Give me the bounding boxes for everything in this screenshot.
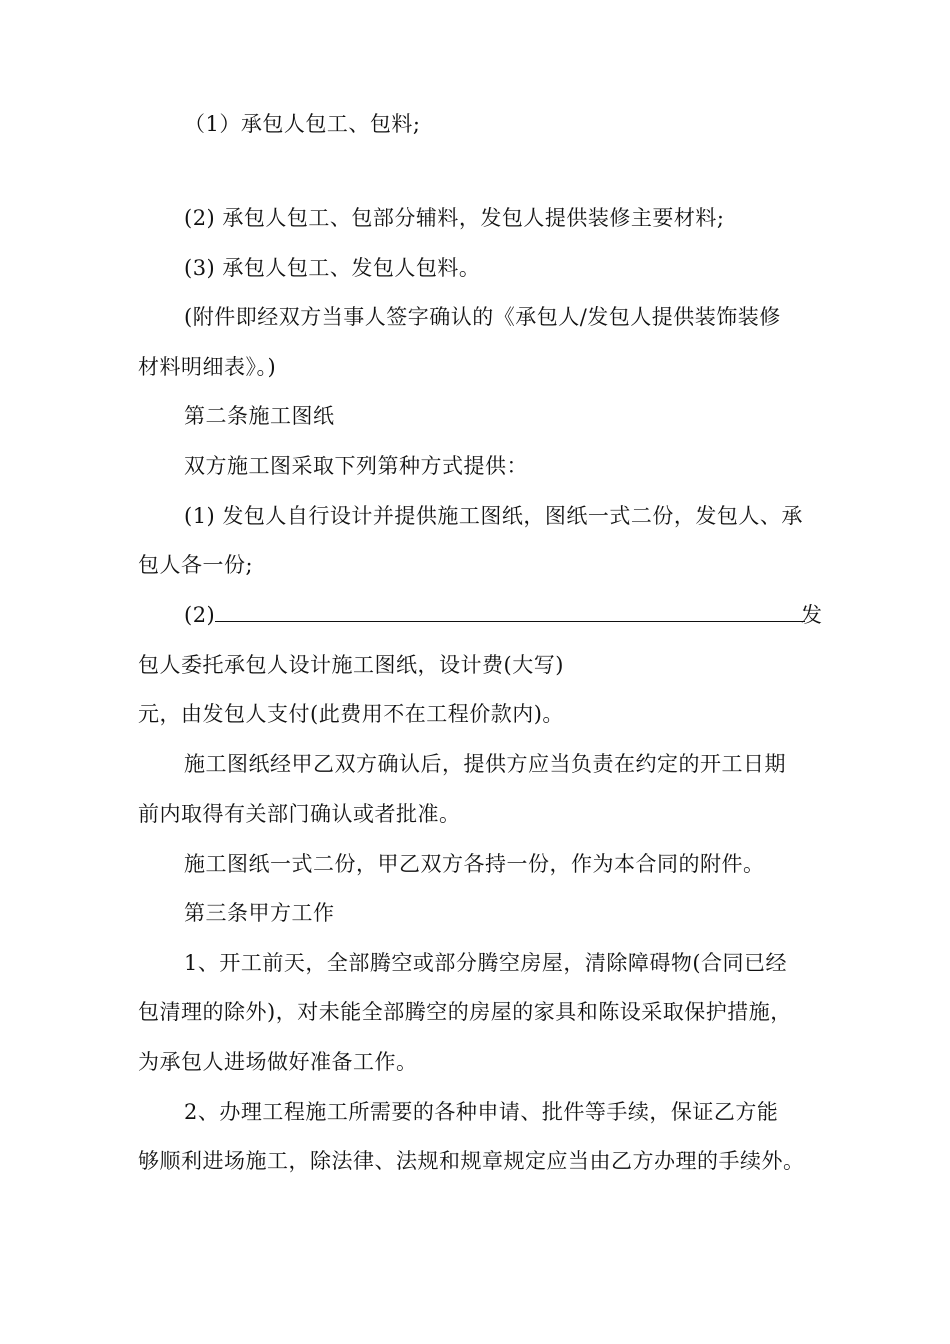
party-a-duty-1-line-2: 包清理的除外)，对未能全部腾空的房屋的家具和陈设采取保护措施， bbox=[138, 1000, 792, 1024]
option-2: (2) 承包人包工、包部分辅料，发包人提供装修主要材料; bbox=[184, 206, 725, 230]
party-a-duty-1-line-1: 1、开工前天，全部腾空或部分腾空房屋，清除障碍物(合同已经 bbox=[184, 951, 788, 975]
attachment-note-line-2: 材料明细表》。) bbox=[138, 355, 277, 379]
drawing-method-2-line-3: 元，由发包人支付(此费用不在工程价款内)。 bbox=[138, 702, 564, 726]
attachment-note-line-1: (附件即经双方当事人签字确认的《承包人/发包人提供装饰装修 bbox=[184, 305, 781, 329]
drawing-method-2-line-2: 包人委托承包人设计施工图纸，设计费(大写) bbox=[138, 653, 564, 677]
option-1: （1）承包人包工、包料; bbox=[184, 112, 421, 136]
drawing-method-intro: 双方施工图采取下列第种方式提供： bbox=[184, 454, 528, 478]
section-2-heading: 第二条施工图纸 bbox=[184, 404, 335, 428]
section-3-heading: 第三条甲方工作 bbox=[184, 901, 335, 925]
drawing-method-2-label: (2) bbox=[184, 603, 216, 627]
party-a-duty-1-line-3: 为承包人进场做好准备工作。 bbox=[138, 1050, 418, 1074]
drawing-method-2-line-1 bbox=[184, 601, 805, 629]
party-a-duty-2-line-1: 2、办理工程施工所需要的各种申请、批件等手续，保证乙方能 bbox=[184, 1100, 779, 1124]
drawing-method-1-line-1: (1) 发包人自行设计并提供施工图纸，图纸一式二份，发包人、承 bbox=[184, 504, 803, 528]
party-a-duty-2-line-2: 够顺利进场施工，除法律、法规和规章规定应当由乙方办理的手续外。 bbox=[138, 1149, 805, 1173]
fill-in-blank bbox=[215, 601, 805, 622]
drawing-copies: 施工图纸一式二份，甲乙双方各持一份，作为本合同的附件。 bbox=[184, 852, 765, 876]
drawing-method-2-tail: 发 bbox=[801, 603, 823, 627]
drawing-method-1-line-2: 包人各一份; bbox=[138, 553, 254, 577]
confirmation-line-1: 施工图纸经甲乙双方确认后，提供方应当负责在约定的开工日期 bbox=[184, 752, 786, 776]
confirmation-line-2: 前内取得有关部门确认或者批准。 bbox=[138, 802, 461, 826]
option-3: (3) 承包人包工、发包人包料。 bbox=[184, 256, 481, 280]
